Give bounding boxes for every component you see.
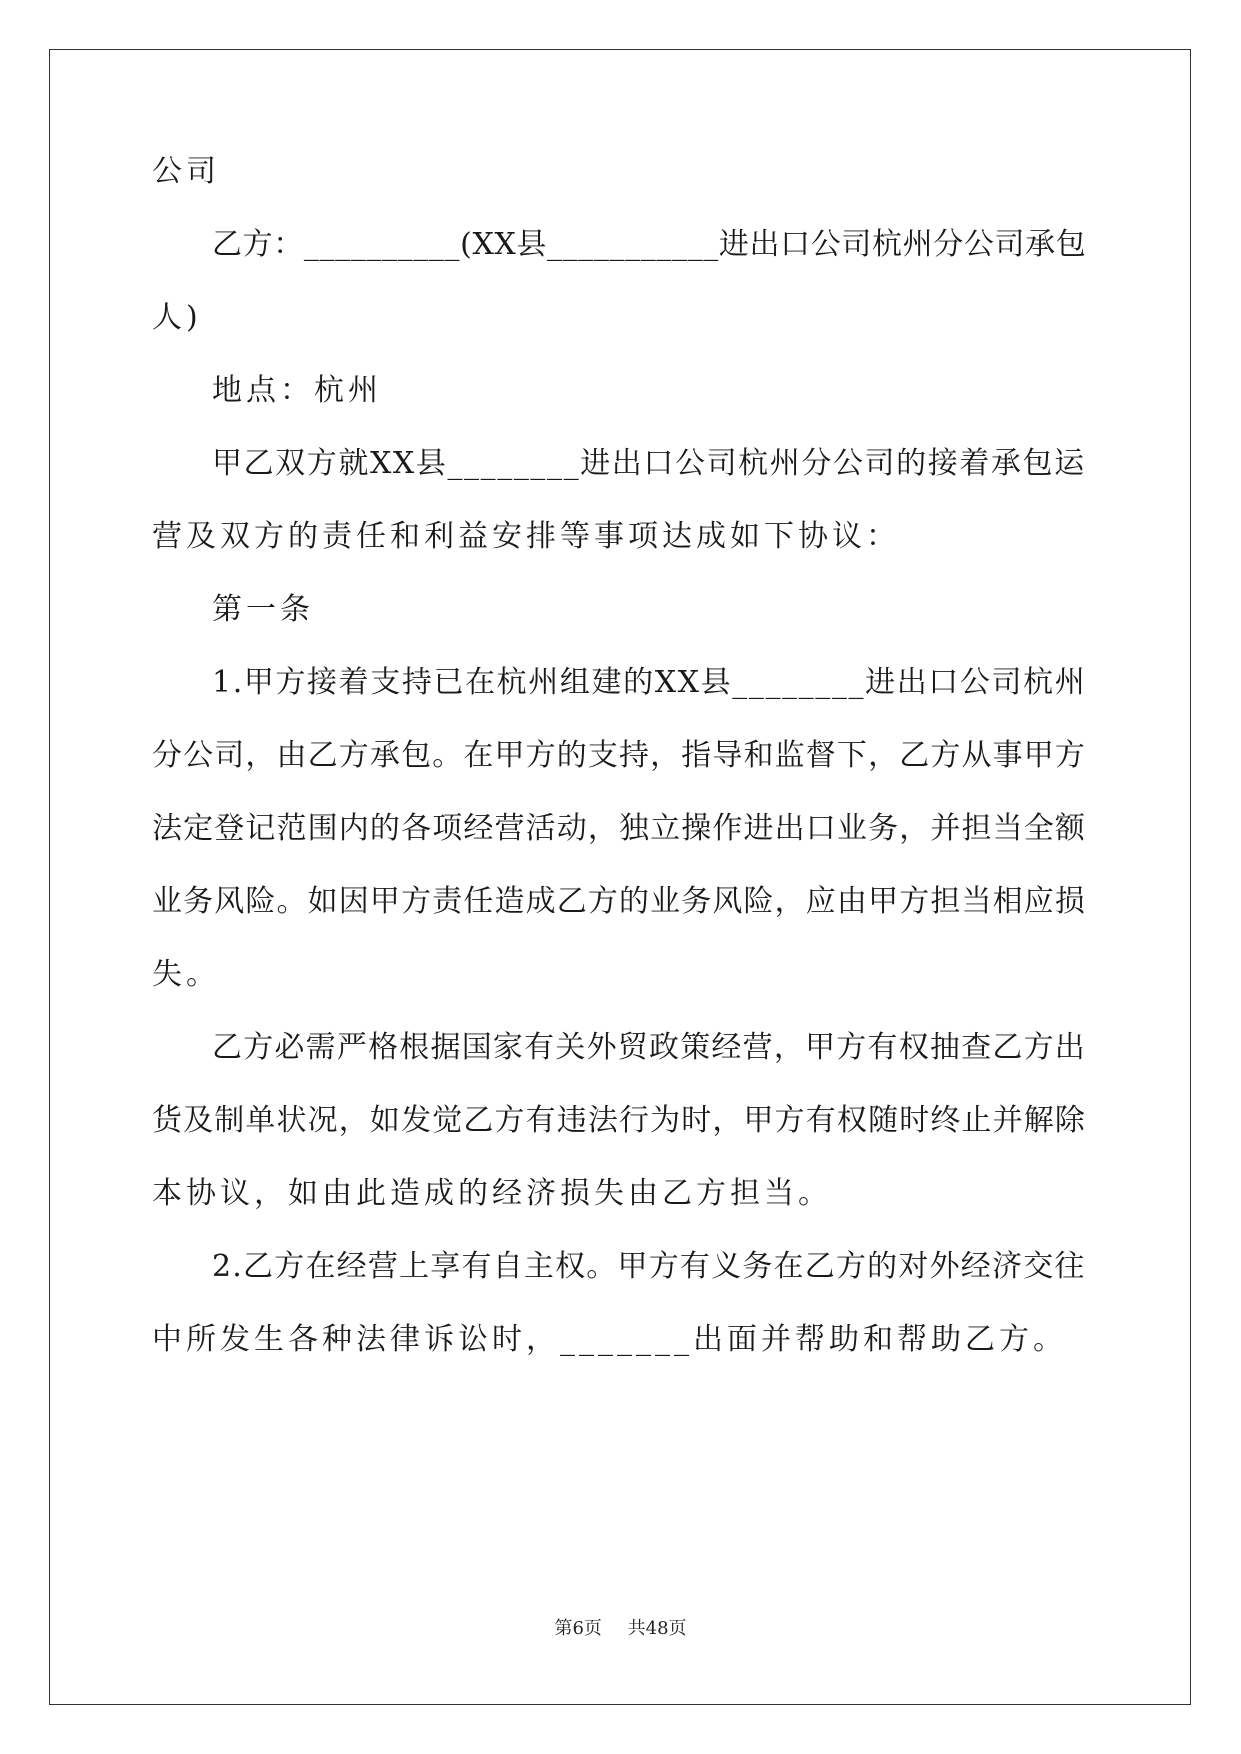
text-line-11: 业务风险。如因甲方责任造成乙方的业务风险，应由甲方担当相应损: [152, 884, 1086, 919]
text-line-14: 货及制单状况，如发觉乙方有违法行为时，甲方有权随时终止并解除: [152, 1103, 1086, 1138]
text-line-8: 1.甲方接着支持已在杭州组建的XX县________进出口公司杭州: [212, 665, 1087, 700]
text-line-7: 第一条: [212, 592, 314, 627]
text-line-17: 中所发生各种法律诉讼时，_______出面并帮助和帮助乙方。: [152, 1322, 1067, 1357]
page-border: [49, 49, 1191, 1705]
text-line-3: 人): [152, 300, 202, 335]
text-line-16: 2.乙方在经营上享有自主权。甲方有义务在乙方的对外经济交往: [212, 1249, 1086, 1284]
text-line-6: 营及双方的责任和利益安排等事项达成如下协议：: [152, 519, 900, 554]
page-number: 第6页: [554, 1618, 602, 1639]
text-line-15: 本协议，如由此造成的经济损失由乙方担当。: [152, 1176, 832, 1211]
text-line-13: 乙方必需严格根据国家有关外贸政策经营，甲方有权抽查乙方出: [212, 1030, 1086, 1065]
page-footer: [0, 1614, 1241, 1640]
text-line-1: 公司: [152, 154, 220, 189]
page-total: 共48页: [627, 1618, 687, 1639]
text-line-2: 乙方：__________(XX县___________进出口公司杭州分公司承包: [212, 227, 1087, 262]
text-line-4: 地点：杭州: [212, 373, 382, 408]
text-line-10: 法定登记范围内的各项经营活动，独立操作进出口业务，并担当全额: [152, 811, 1086, 846]
text-line-9: 分公司，由乙方承包。在甲方的支持，指导和监督下，乙方从事甲方: [152, 738, 1086, 773]
text-line-5: 甲乙双方就XX县________进出口公司杭州分公司的接着承包运: [212, 446, 1086, 481]
text-line-12: 失。: [152, 957, 220, 992]
